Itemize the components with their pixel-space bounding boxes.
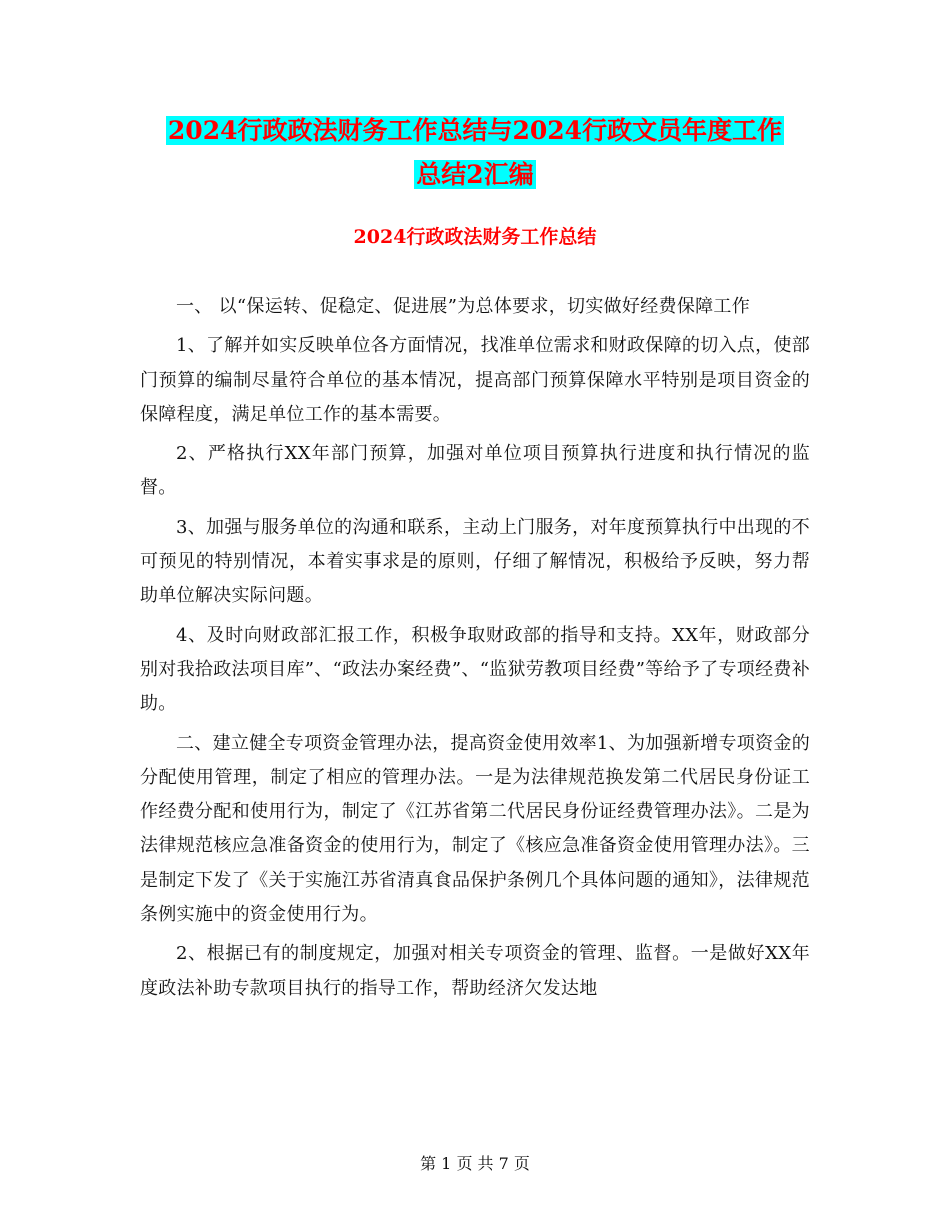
document-body	[140, 290, 810, 1011]
document-title-highlight-1: 2024行政政法财务工作总结与2024行政文员年度工作	[167, 116, 783, 145]
paragraph: 一、 以“保运转、促稳定、促进展”为总体要求，切实做好经费保障工作	[176, 296, 751, 317]
paragraph: 4、及时向财政部汇报工作，积极争取财政部的指导和支持。XX年，财政部分别对我拾政法项目库”、“政法办案经费”、“监狱劳教项目经费”等给予了专项经费补助。	[140, 624, 810, 715]
paragraph: 2、根据已有的制度规定，加强对相关专项资金的管理、监督。一是做好XX年度政法补助专款项目执行的指导工作，帮助经济欠发达地	[140, 943, 810, 999]
paragraph: 1、了解并如实反映单位各方面情况，找准单位需求和财政保障的切入点，使部门预算的编制尽量符合单位的基本情况，提高部门预算保障水平特别是项目资金的保障程度，满足单位工作的基本需要。	[140, 335, 810, 425]
document-title-highlight-2: 总结2汇编	[416, 160, 534, 189]
page-footer: 第 1 页 共 7 页	[420, 1154, 530, 1173]
document-title-line-1	[0, 108, 950, 154]
paragraph: 二、建立健全专项资金管理办法，提高资金使用效率1、为加强新增专项资金的分配使用管理，制定了相应的管理办法。一是为法律规范换发第二代居民身份证工作经费分配和使用行为，制定了《江苏省第二代居民身份证经费管理办法》。二是为法律规范核应急准备资金的使用行为，制定了《核应急准备资金使用管理办法》。三是制定下发了《关于实施江苏省清真食品保护条例几个具体问题的通知》，法律规范条例实施中的资金使用行为。	[140, 732, 810, 926]
paragraph: 2、严格执行XX年部门预算，加强对单位项目预算执行进度和执行情况的监督。	[140, 443, 810, 499]
paragraph: 3、加强与服务单位的沟通和联系，主动上门服务，对年度预算执行中出现的不可预见的特别情况，本着实事求是的原则，仔细了解情况，积极给予反映，努力帮助单位解决实际问题。	[140, 516, 810, 607]
document-title-line-2	[0, 152, 950, 198]
section-title: 2024行政政法财务工作总结	[353, 226, 597, 248]
